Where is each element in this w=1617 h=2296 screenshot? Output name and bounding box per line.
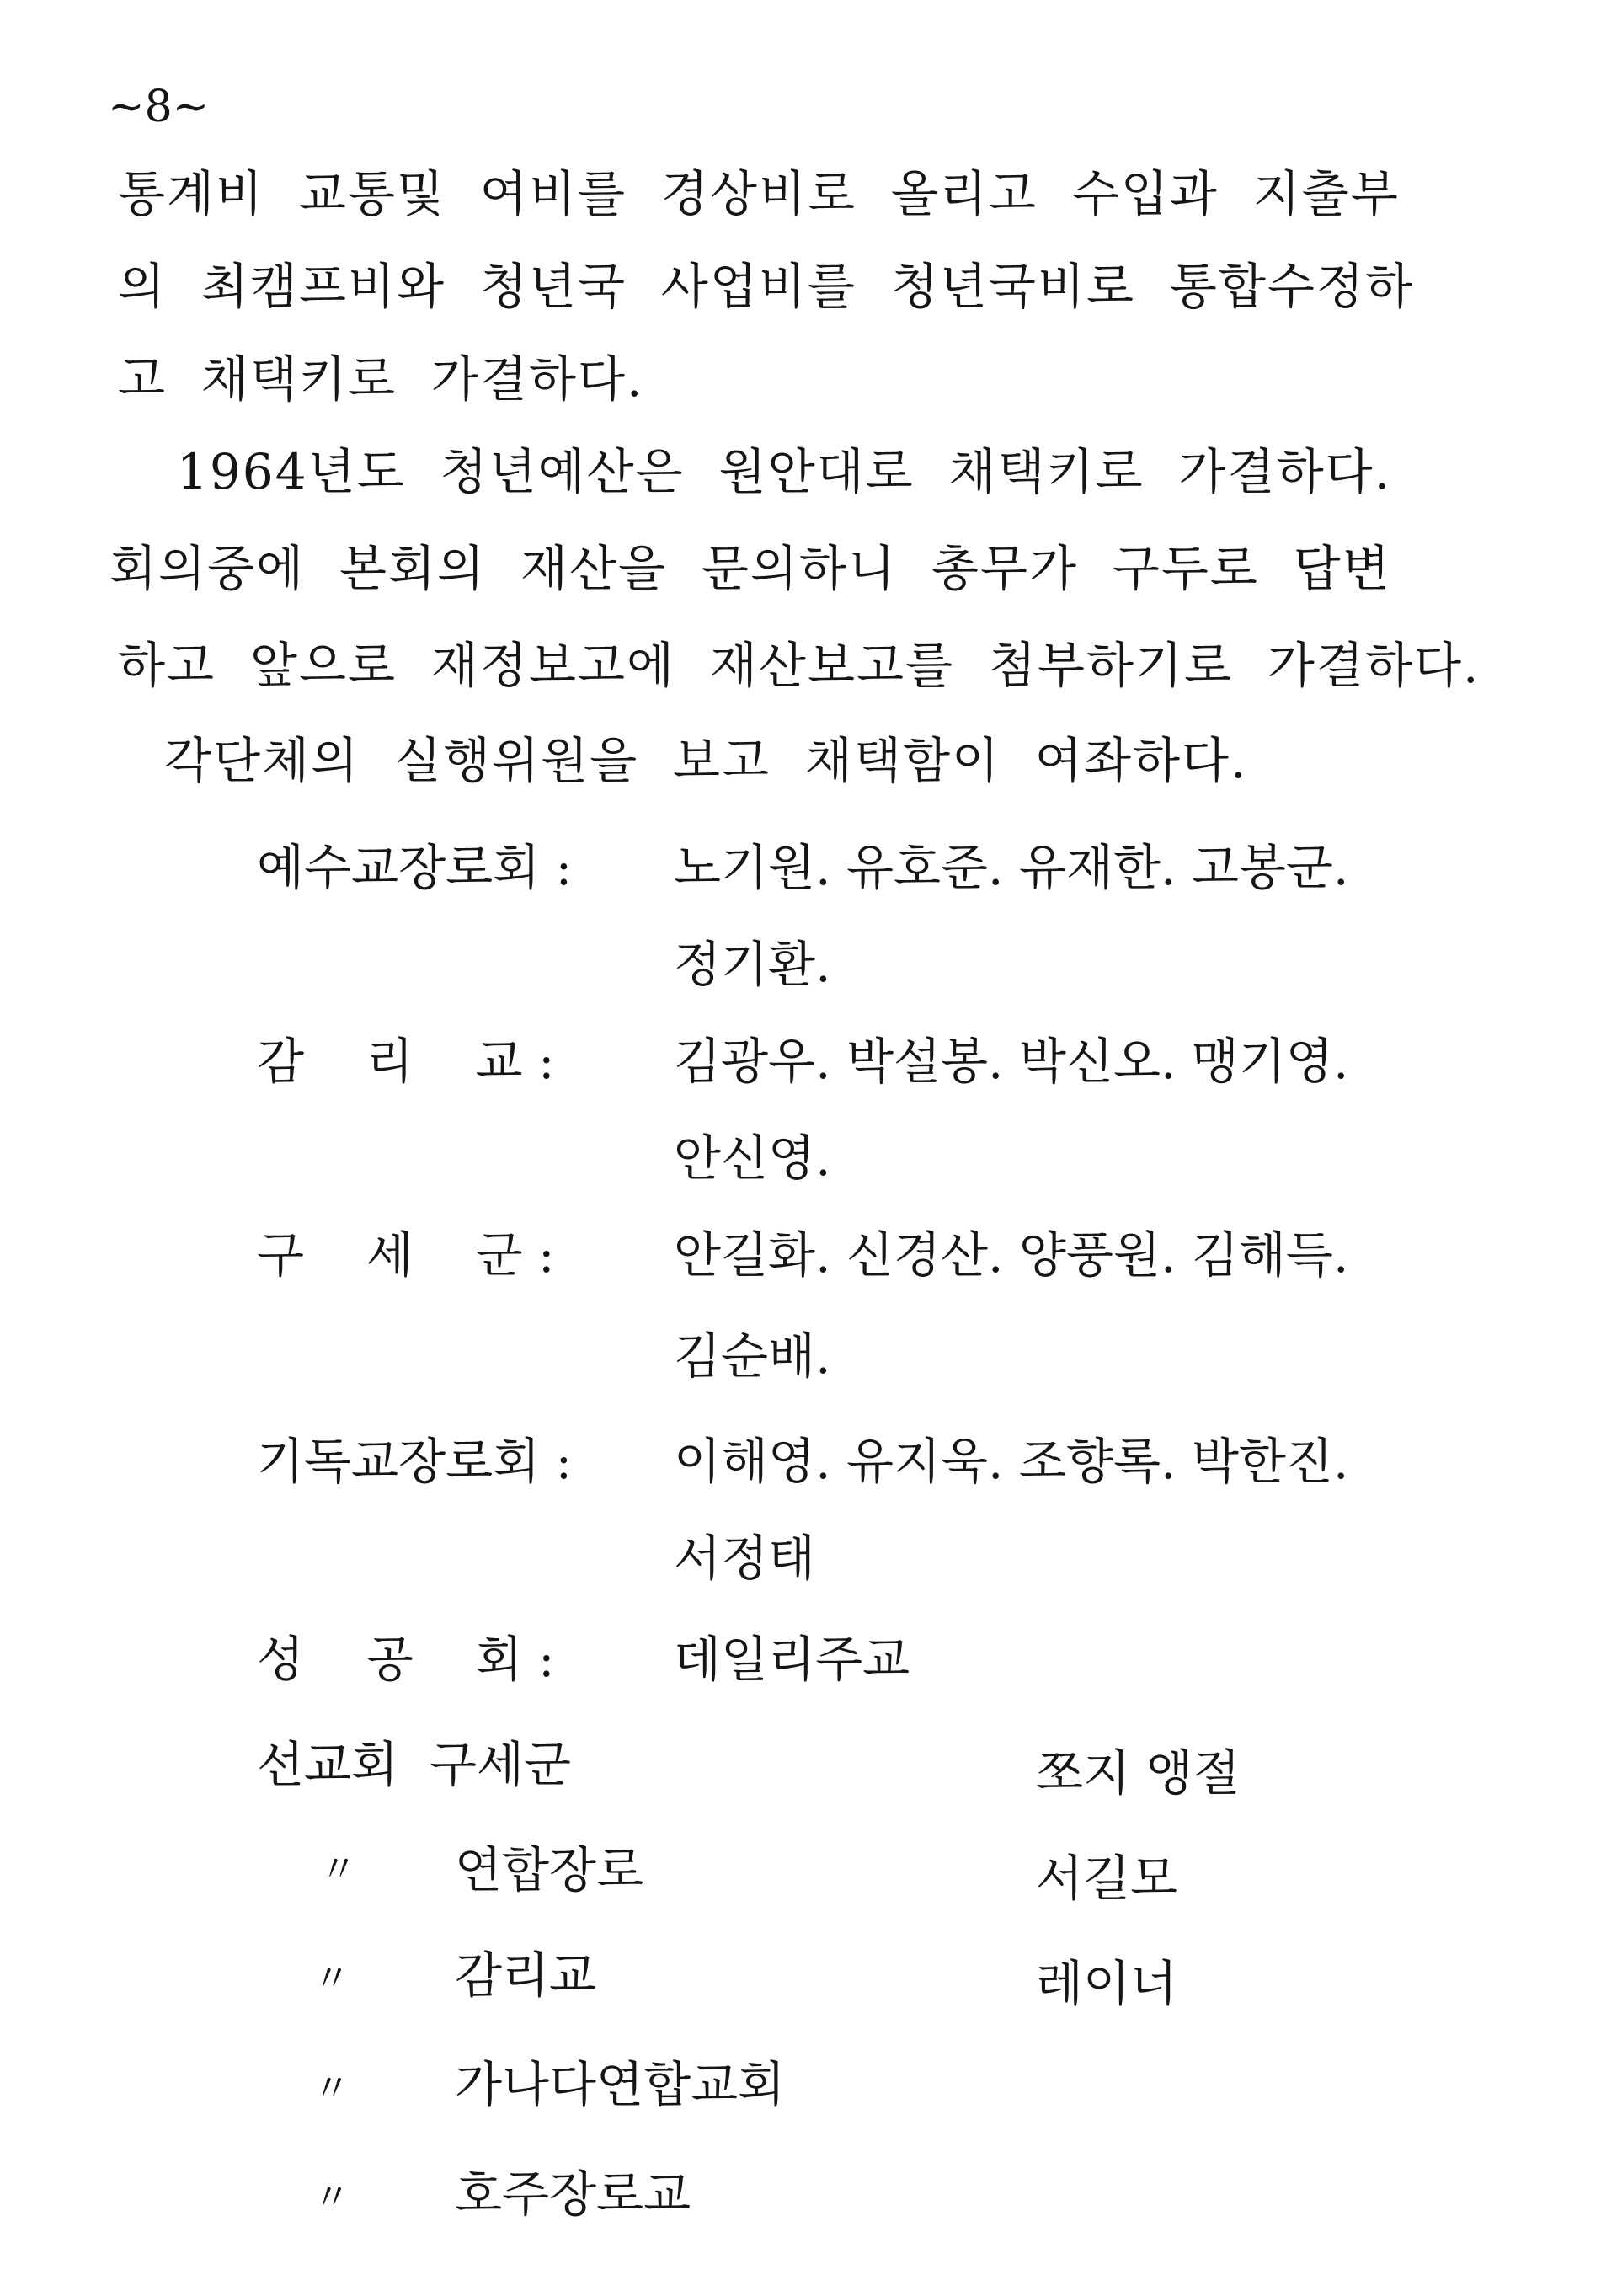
paragraph-line: 의 최캠프비와 청년국 사업비를 청년국비로 통합수정하 xyxy=(118,258,1415,315)
delegate-denomination: 감 리 교 : xyxy=(257,1033,555,1090)
missionary-name: 쪼지 앵절 xyxy=(1036,1744,1241,1802)
ditto-mark: 〃 xyxy=(313,2176,350,2219)
delegate-names: 김광우. 박설봉. 박신오. 맹기영. xyxy=(674,1033,1349,1090)
delegate-denomination: 성 공 회 : xyxy=(257,1631,555,1688)
ditto-mark: 〃 xyxy=(313,2067,350,2110)
paragraph-line: 1964년도 청년예산은 원안대로 채택키로 가결하다. xyxy=(177,443,1392,500)
delegate-denomination: 구 세 군 : xyxy=(257,1226,555,1284)
missionary-organization: 감리교 xyxy=(455,1946,597,2004)
delegate-names-continued: 안신영. xyxy=(674,1129,831,1187)
missionary-organization: 연합장로 xyxy=(455,1841,644,1898)
paragraph-line: 각단체의 실행위원을 보고 채택함이 여좌하다. xyxy=(164,732,1248,789)
missionary-name: 레이너 xyxy=(1036,1955,1178,2012)
paragraph-line: 고 채택키로 가결하다. xyxy=(118,350,644,408)
ditto-mark: 〃 xyxy=(313,1957,350,2000)
delegate-names: 이해영. 유지욱. 조향록. 박한진. xyxy=(674,1433,1349,1490)
missionary-organization: 호주장로교 xyxy=(455,2165,691,2223)
delegate-names: 노기원. 유호준. 유재한. 고봉군. xyxy=(674,839,1349,896)
missionary-organization: 가나다연합교회 xyxy=(455,2056,786,2113)
paragraph-line: 회의중에 본회의 재산을 문의하니 총무가 구두로 답변 xyxy=(109,540,1391,597)
ditto-mark: 〃 xyxy=(320,1848,357,1891)
paragraph-line: 통계비 교통및 여비를 경상비로 올리고 수입과 지출부 xyxy=(118,165,1400,222)
delegate-names: 데일리주교 xyxy=(674,1631,910,1688)
delegate-names-continued: 서정태 xyxy=(674,1530,816,1587)
paragraph-line: 하고 앞으로 재정보고에 재산보고를 첨부하기로 가결하다. xyxy=(118,637,1481,694)
delegate-names: 안길화. 신경산. 양풍원. 김해득. xyxy=(674,1226,1349,1284)
missionary-organization: 선교회 구세군 xyxy=(257,1736,572,1793)
delegate-names-continued: 김순배. xyxy=(674,1327,831,1385)
delegate-names-continued: 정기환. xyxy=(674,936,831,993)
missionary-name: 서길모 xyxy=(1036,1850,1178,1907)
delegate-denomination: 기독교장로회 : xyxy=(257,1433,573,1490)
page-number: ~8~ xyxy=(108,82,210,132)
delegate-denomination: 예수교장로회 : xyxy=(257,839,573,896)
